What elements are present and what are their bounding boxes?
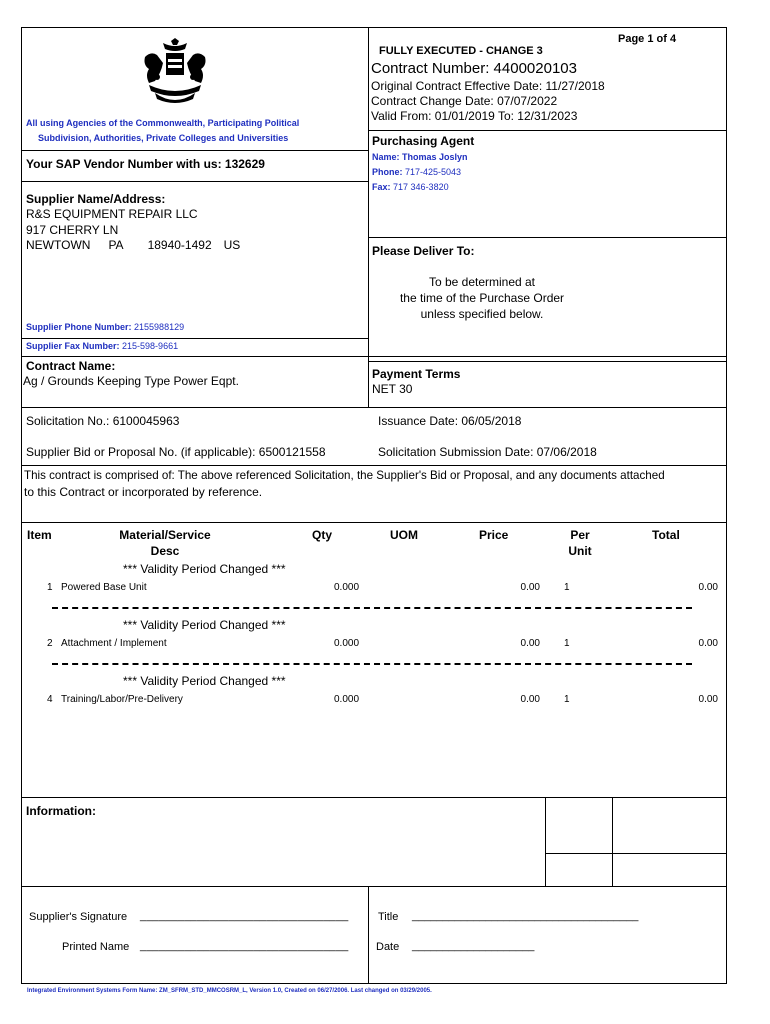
date-label: Date xyxy=(376,941,400,953)
contract-name-label: Contract Name: xyxy=(26,359,116,373)
row-2-number: 2 xyxy=(47,638,53,649)
row-3-qty: 0.000 xyxy=(334,694,360,705)
row-2-qty: 0.000 xyxy=(334,638,360,649)
row-1-total: 0.00 xyxy=(698,582,718,593)
row-2-separator xyxy=(52,663,692,667)
col-per-line-2: Unit xyxy=(568,544,592,558)
rule-right-agent-top xyxy=(368,130,727,131)
row-1-separator xyxy=(52,607,692,611)
agent-name xyxy=(372,152,468,162)
supplier-signature-label: Supplier's Signature xyxy=(29,911,128,923)
col-desc-line-2: Desc xyxy=(150,544,180,558)
deliver-line-1: To be determined at xyxy=(428,275,536,289)
row-2-per: 1 xyxy=(564,638,570,649)
supplier-fax-value: 215-598-9661 xyxy=(122,341,179,351)
rule-left-vendor xyxy=(21,181,368,182)
sap-vendor-number: Your SAP Vendor Number with us: 132629 xyxy=(26,157,265,171)
printed-name-line[interactable]: _________________________________ xyxy=(140,940,349,952)
information-label: Information: xyxy=(26,804,96,818)
info-divider-2 xyxy=(612,797,613,886)
purchasing-agent-heading: Purchasing Agent xyxy=(372,134,475,148)
info-rule-mid xyxy=(545,853,727,854)
contract-name-value: Ag / Grounds Keeping Type Power Eqpt. xyxy=(23,374,239,388)
agencies-line-1: All using Agencies of the Commonwealth, Participating Political xyxy=(26,118,300,128)
payment-terms-heading: Payment Terms xyxy=(372,367,461,381)
supplier-heading: Supplier Name/Address: xyxy=(26,192,166,206)
row-1-note: *** Validity Period Changed *** xyxy=(123,562,286,576)
title-line[interactable]: _____________________________________ xyxy=(412,910,639,922)
supplier-state: PA xyxy=(108,238,124,252)
form-footer: Integrated Environment Systems Form Name: ZM_SFRM_STD_MMCOSRM_L, Version 1.0, Created on 06/27/2006. Last changed on 03/29/2005. xyxy=(27,988,432,994)
printed-name-label: Printed Name xyxy=(62,941,130,953)
center-divider xyxy=(368,27,369,407)
row-1-desc: Powered Base Unit xyxy=(61,582,147,593)
supplier-country: US xyxy=(223,238,241,252)
commonwealth-seal xyxy=(133,37,217,107)
rule-full-comprised xyxy=(21,465,727,466)
row-3-number: 4 xyxy=(47,694,53,705)
supplier-signature-line[interactable]: _________________________________ xyxy=(140,910,349,922)
rule-full-contract xyxy=(21,356,727,357)
agent-fax-value: 717 346-3820 xyxy=(393,182,449,192)
agent-phone-value: 717-425-5043 xyxy=(405,167,462,177)
col-price: Price xyxy=(479,528,509,542)
supplier-city-line xyxy=(26,238,240,252)
comprised-line-1: This contract is comprised of: The above referenced Solicitation, the Supplier's Bid or Proposal, and any documents attached xyxy=(24,469,665,482)
comprised-line-2: to this Contract or incorporated by reference. xyxy=(24,485,263,499)
rule-right-deliver xyxy=(368,237,727,238)
supplier-fax xyxy=(26,341,178,351)
deliver-line-3: unless specified below. xyxy=(420,307,544,321)
contract-number: Contract Number: 4400020103 xyxy=(371,60,577,77)
agent-name-label: Name: xyxy=(372,152,400,162)
col-per-unit xyxy=(560,528,600,558)
row-2-price: 0.00 xyxy=(520,638,540,649)
supplier-phone xyxy=(26,322,184,332)
page-number: Page 1 of 4 xyxy=(618,33,677,45)
row-2-desc: Attachment / Implement xyxy=(61,638,167,649)
col-total: Total xyxy=(652,528,680,542)
agencies-line-2: Subdivision, Authorities, Private Colleges and Universities xyxy=(38,133,289,143)
execution-status: FULLY EXECUTED - CHANGE 3 xyxy=(379,45,543,57)
agent-phone xyxy=(372,167,461,177)
solicitation-number: Solicitation No.: 6100045963 xyxy=(26,414,180,428)
row-3-desc: Training/Labor/Pre-Delivery xyxy=(61,694,183,705)
col-desc xyxy=(100,528,230,558)
issuance-date: Issuance Date: 06/05/2018 xyxy=(378,414,522,428)
row-2-total: 0.00 xyxy=(698,638,718,649)
col-per-line-1: Per xyxy=(570,528,590,542)
rule-full-table xyxy=(21,522,727,523)
supplier-zip: 18940-1492 xyxy=(147,238,212,252)
agent-fax-label: Fax: xyxy=(372,182,391,192)
rule-left-agency xyxy=(21,150,368,151)
supplier-bid-number: Supplier Bid or Proposal No. (if applicable): 6500121558 xyxy=(26,445,326,459)
col-uom: UOM xyxy=(390,528,418,542)
deliver-to-text xyxy=(368,275,596,321)
deliver-line-2: the time of the Purchase Order xyxy=(399,291,565,305)
deliver-to-heading: Please Deliver To: xyxy=(372,244,475,258)
title-label: Title xyxy=(378,911,399,923)
submission-date: Solicitation Submission Date: 07/06/2018 xyxy=(378,445,597,459)
row-1-number: 1 xyxy=(47,582,53,593)
row-1-price: 0.00 xyxy=(520,582,540,593)
row-3-per: 1 xyxy=(564,694,570,705)
row-3-total: 0.00 xyxy=(698,694,718,705)
agent-phone-label: Phone: xyxy=(372,167,403,177)
rule-left-phone xyxy=(21,338,368,339)
valid-period: Valid From: 01/01/2019 To: 12/31/2023 xyxy=(371,109,578,123)
supplier-phone-label: Supplier Phone Number: xyxy=(26,322,132,332)
rule-full-signature xyxy=(21,886,727,887)
supplier-phone-value: 2155988129 xyxy=(134,322,185,332)
agent-name-value: Thomas Joslyn xyxy=(402,152,468,162)
info-divider-1 xyxy=(545,797,546,886)
date-line[interactable]: ____________________ xyxy=(412,940,535,952)
agent-fax xyxy=(372,182,449,192)
row-2-note: *** Validity Period Changed *** xyxy=(123,618,286,632)
rule-right-payment xyxy=(368,361,727,362)
original-effective-date: Original Contract Effective Date: 11/27/2018 xyxy=(371,79,605,93)
row-3-note: *** Validity Period Changed *** xyxy=(123,674,286,688)
rule-full-solicitation xyxy=(21,407,727,408)
col-qty: Qty xyxy=(312,528,333,542)
rule-full-information xyxy=(21,797,727,798)
supplier-street: 917 CHERRY LN xyxy=(26,223,119,237)
supplier-city: NEWTOWN xyxy=(26,238,91,252)
supplier-name: R&S EQUIPMENT REPAIR LLC xyxy=(26,207,198,221)
signature-divider xyxy=(368,886,369,984)
row-1-per: 1 xyxy=(564,582,570,593)
contract-change-date: Contract Change Date: 07/07/2022 xyxy=(371,94,558,108)
row-1-qty: 0.000 xyxy=(334,582,360,593)
payment-terms-value: NET 30 xyxy=(372,382,413,396)
col-desc-line-1: Material/Service xyxy=(119,528,211,542)
supplier-fax-label: Supplier Fax Number: xyxy=(26,341,120,351)
col-item: Item xyxy=(27,528,52,542)
row-3-price: 0.00 xyxy=(520,694,540,705)
